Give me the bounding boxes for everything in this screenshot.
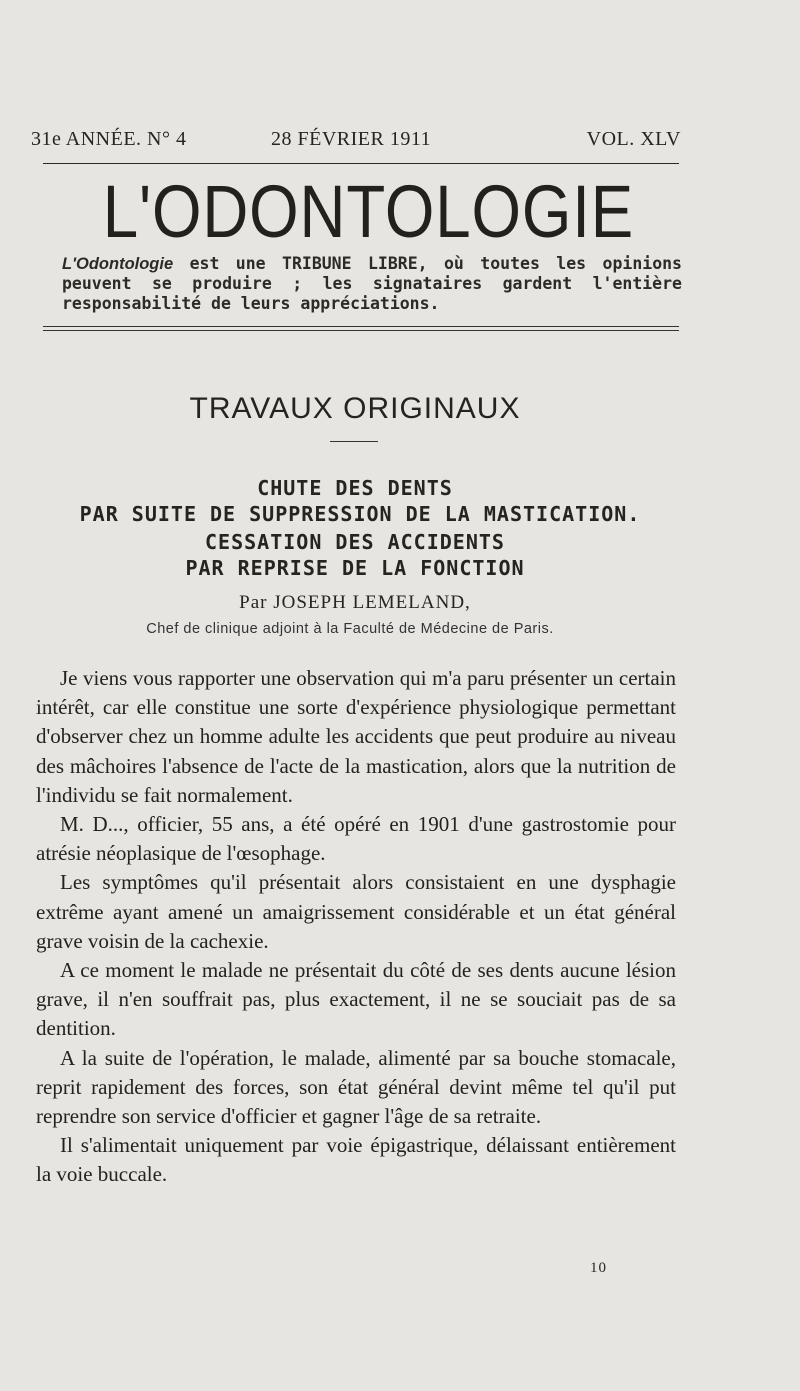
body-paragraph: M. D..., officier, 55 ans, a été opéré en 1901 d'une gastrostomie pour atrésie néoplasique de l'œsophage. [36,812,676,866]
notice-text: est une TRIBUNE LIBRE, où toutes les opinions peuvent se produire ; les signataires gardent l'entière responsabilité de leurs appréciations. [62,254,682,313]
issue-date: 28 FÉVRIER 1911 [271,128,432,150]
journal-masthead: L'ODONTOLOGIE [102,170,635,253]
article-author: Par JOSEPH LEMELAND, [239,592,471,613]
article-body [36,664,676,1190]
section-title: TRAVAUX ORIGINAUX [189,392,521,425]
article-title-line: PAR REPRISE DE LA FONCTION [185,556,525,580]
year-issue: 31e ANNÉE. N° 4 [31,128,187,150]
body-paragraph: Il s'alimentait uniquement par voie épigastrique, délaissant entièrement la voie buccale. [36,1133,676,1187]
article-title-line: CESSATION DES ACCIDENTS [205,530,505,554]
author-affiliation: Chef de clinique adjoint à la Faculté de Médecine de Paris. [146,621,554,637]
article-title-line: CHUTE DES DENTS [257,476,453,500]
body-paragraph: Les symptômes qu'il présentait alors consistaient en une dysphagie extrême ayant amené un amaigrissement considérable et un état général grave voisin de la cachexie. [36,870,676,953]
header-rule [43,163,679,164]
editorial-notice [62,254,682,314]
volume-number: VOL. XLV [586,128,681,150]
page-number: 10 [590,1260,607,1276]
article-title-line: PAR SUITE DE SUPPRESSION DE LA MASTICATION. [79,502,641,526]
section-rule [330,441,378,442]
body-paragraph: A ce moment le malade ne présentait du côté de ses dents aucune lésion grave, il n'en souffrait pas, plus exactement, il ne se souciait pas de sa dentition. [36,958,676,1041]
body-paragraph: Je viens vous rapporter une observation qui m'a paru présenter un certain intérêt, car elle constitue une sorte d'expérience physiologique permettant d'observer chez un homme adulte les accidents que peut produire au niveau des mâchoires l'absence de l'acte de la mastication, alors que la nutrition de l'individu se fait normalement. [36,666,676,807]
masthead-double-rule [43,326,679,331]
body-paragraph: A la suite de l'opération, le malade, alimenté par sa bouche stomacale, reprit rapidement des forces, son état général devint même tel qu'il put reprendre son service d'officier et gagner l'âge de sa retraite. [36,1045,676,1129]
notice-journal-name: L'Odontologie [62,255,174,273]
